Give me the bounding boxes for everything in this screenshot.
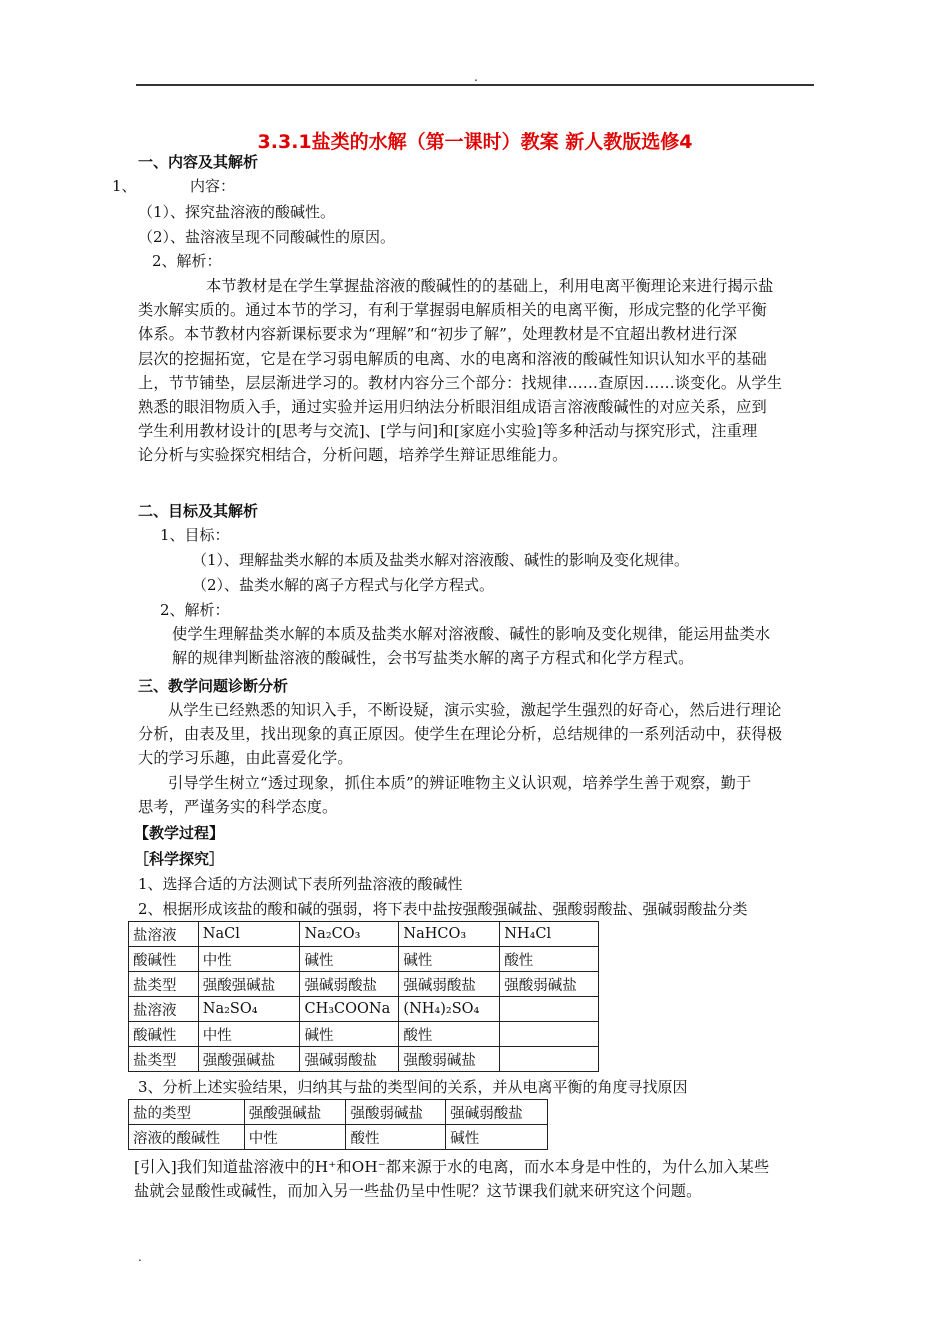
analysis-line: 本节教材是在学生掌握盐溶液的酸碱性的的基础上，利用电离平衡理论来进行揭示盐 (206, 277, 774, 295)
table-cell: 中性 (198, 1022, 300, 1047)
table-cell: 中性 (198, 947, 300, 972)
section2-analysis (172, 622, 770, 670)
analysis-line: 体系。本节教材内容新课标要求为“理解”和“初步了解”，处理教材是不宜超出教材进行深 (138, 325, 738, 344)
table-cell: 中性 (244, 1125, 346, 1150)
table-cell: 盐类型 (129, 1047, 199, 1072)
table-cell: 强酸强碱盐 (198, 1047, 300, 1072)
header-mark: . (474, 70, 478, 84)
table-cell: 强碱弱酸盐 (300, 972, 399, 997)
table-cell: 碱性 (399, 947, 500, 972)
table-cell: NaHCO₃ (399, 922, 500, 947)
table-cell: 盐溶液 (129, 922, 199, 947)
analysis-line: 类水解实质的。通过本节的学习，有利于掌握弱电解质相关的电离平衡，形成完整的化学平衡 (138, 301, 767, 320)
section1-analysis (138, 274, 782, 468)
table-cell: 盐溶液 (129, 997, 199, 1022)
section2-goal-b: （2）、盐类水解的离子方程式与化学方程式。 (192, 576, 495, 594)
table-cell: 酸性 (399, 1022, 500, 1047)
para-line: 大的学习乐趣，由此喜爱化学。 (138, 749, 353, 768)
table-cell: 酸碱性 (129, 1022, 199, 1047)
table-row (129, 1047, 599, 1072)
para-line: 引导学生树立“透过现象，抓住本质”的辨证唯物主义认识观，培养学生善于观察，勤于 (168, 774, 752, 792)
table-row (129, 947, 599, 972)
table-cell: 强酸弱碱盐 (346, 1100, 446, 1125)
table-cell: CH₃COONa (300, 997, 399, 1022)
table-cell: 强酸强碱盐 (198, 972, 300, 997)
table-row (129, 972, 599, 997)
section2-heading: 二、目标及其解析 (138, 502, 259, 520)
table-row (129, 1125, 548, 1150)
table-cell: 强碱弱酸盐 (300, 1047, 399, 1072)
analysis-line: 解的规律判断盐溶液的酸碱性，会书写盐类水解的离子方程式和化学方程式。 (172, 649, 694, 668)
analysis-line: 论分析与实验探究相结合，分析问题，培养学生辩证思维能力。 (138, 446, 568, 465)
table-cell: 盐类型 (129, 972, 199, 997)
section2-goal-a: （1）、理解盐类水解的本质及盐类水解对溶液酸、碱性的影响及变化规律。 (192, 551, 690, 569)
table-cell: 强酸弱碱盐 (500, 972, 599, 997)
section1-content-b: （2）、盐溶液呈现不同酸碱性的原因。 (138, 228, 396, 246)
table-row (129, 997, 599, 1022)
explore-heading: ［科学探究］ (134, 850, 225, 868)
section3-para2 (138, 771, 751, 819)
section2-analysis-label: 2、解析： (160, 601, 230, 619)
table-cell: 酸碱性 (129, 947, 199, 972)
table-cell: Na₂CO₃ (300, 922, 399, 947)
section2-goal-label: 1、目标： (160, 526, 230, 544)
table-cell: 碱性 (446, 1125, 548, 1150)
analysis-line: 学生利用教材设计的[思考与交流]、[学与问]和[家庭小实验]等多种活动与探究形式，注重理 (138, 422, 758, 441)
analysis-line: 层次的挖掘拓宽，它是在学习弱电解质的电离、水的电离和溶液的酸碱性知识认知水平的基础 (138, 349, 767, 368)
table-cell (500, 1022, 599, 1047)
process-heading: 【教学过程】 (134, 824, 225, 842)
table-row (129, 922, 599, 947)
intro-paragraph (134, 1155, 769, 1203)
step2-text: 2、根据形成该盐的酸和碱的强弱，将下表中盐按强酸强碱盐、强酸弱酸盐、强碱弱酸盐分类 (138, 900, 748, 918)
para-line: 分析，由表及里，找出现象的真正原因。使学生在理论分析，总结规律的一系列活动中，获得极 (138, 725, 783, 744)
intro-line: [引入]我们知道盐溶液中的H⁺和OH⁻都来源于水的电离，而水本身是中性的，为什么加入某些 (134, 1158, 770, 1176)
analysis-line: 熟悉的眼泪物质入手，通过实验并运用归纳法分析眼泪组成语言溶液酸碱性的对应关系，应到 (138, 398, 767, 417)
section1-content-a: （1）、探究盐溶液的酸碱性。 (138, 203, 336, 221)
table-cell: 酸性 (346, 1125, 446, 1150)
table-cell: 溶液的酸碱性 (129, 1125, 245, 1150)
table-cell: 强碱弱酸盐 (446, 1100, 548, 1125)
table-cell (500, 1047, 599, 1072)
para-line: 思考，严谨务实的科学态度。 (138, 798, 338, 817)
step1-text: 1、选择合适的方法测试下表所列盐溶液的酸碱性 (138, 875, 463, 893)
section1-item2-label: 2、解析： (152, 252, 222, 270)
table-cell: 碱性 (300, 947, 399, 972)
para-line: 从学生已经熟悉的知识入手，不断设疑，演示实验，激起学生强烈的好奇心，然后进行理论 (168, 701, 782, 719)
relation-table (128, 1099, 548, 1150)
table-cell: 盐的类型 (129, 1100, 245, 1125)
table-cell: NaCl (198, 922, 300, 947)
table-cell: 强酸弱碱盐 (399, 1047, 500, 1072)
table-cell: 强碱弱酸盐 (399, 972, 500, 997)
step3-text: 3、分析上述实验结果，归纳其与盐的类型间的关系，并从电离平衡的角度寻找原因 (138, 1078, 688, 1096)
table-row (129, 1100, 548, 1125)
table-cell: 强酸强碱盐 (244, 1100, 346, 1125)
table-cell: 酸性 (500, 947, 599, 972)
intro-line: 盐就会显酸性或碱性，而加入另一些盐仍呈中性呢？这节课我们就来研究这个问题。 (134, 1182, 702, 1201)
section1-item1-number: 1、 (112, 177, 137, 195)
table-cell: 碱性 (300, 1022, 399, 1047)
footer-mark: . (138, 1250, 142, 1264)
page-title: 3.3.1盐类的水解（第一课时）教案 新人教版选修4 (257, 131, 693, 153)
section1-item1-label: 内容： (190, 177, 236, 195)
section3-heading: 三、教学问题诊断分析 (138, 677, 289, 695)
salt-table (128, 921, 599, 1072)
analysis-line: 使学生理解盐类水解的本质及盐类水解对溶液酸、碱性的影响及变化规律，能运用盐类水 (172, 625, 771, 643)
analysis-line: 上，节节铺垫，层层渐进学习的。教材内容分三个部分：找规律……查原因……谈变化。从学生 (138, 373, 783, 392)
header-rule (136, 84, 814, 86)
table-cell: NH₄Cl (500, 922, 599, 947)
section1-heading: 一、内容及其解析 (138, 153, 259, 171)
table-cell (500, 997, 599, 1022)
table-cell: (NH₄)₂SO₄ (399, 997, 500, 1022)
table-row (129, 1022, 599, 1047)
section3-para1 (138, 698, 782, 771)
table-cell: Na₂SO₄ (198, 997, 300, 1022)
